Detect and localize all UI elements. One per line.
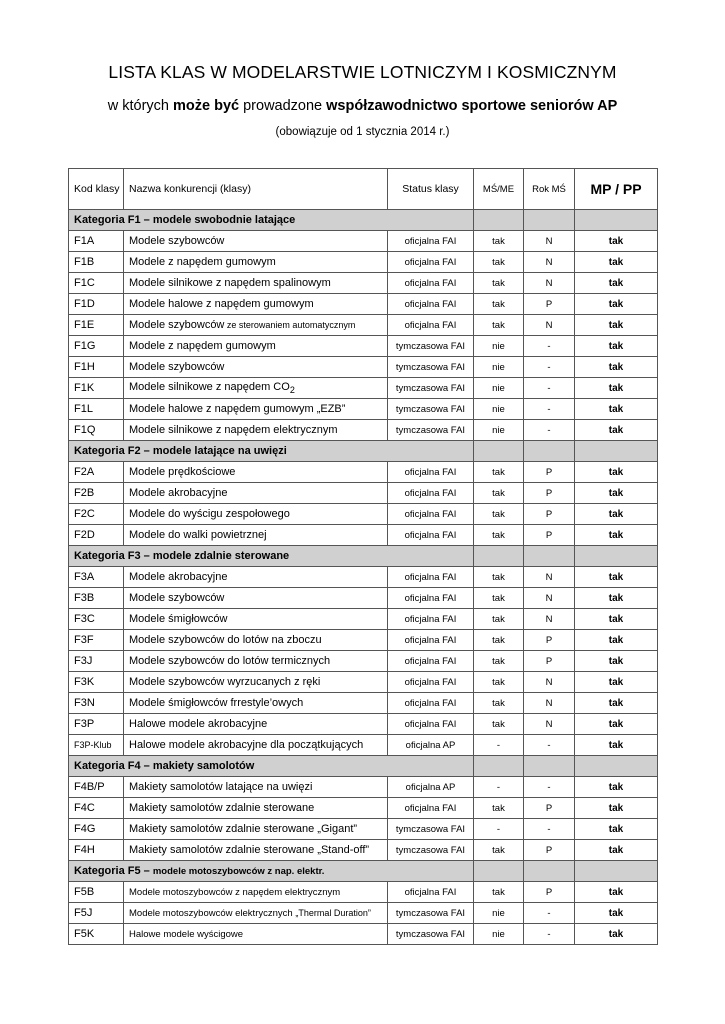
class-mp-pp: tak [575,252,658,273]
class-name [124,399,388,420]
class-code: F3C [69,609,124,630]
class-name [124,903,388,924]
header-status: Status klasy [388,169,474,210]
class-mp-pp: tak [575,357,658,378]
class-code: F1H [69,357,124,378]
class-mp-pp: tak [575,924,658,945]
table-row [69,315,658,336]
class-ms-me: nie [474,378,524,399]
category-empty-cell [524,441,575,462]
class-mp-pp: tak [575,399,658,420]
class-rok-ms: P [524,294,575,315]
class-ms-me: tak [474,651,524,672]
class-status: oficjalna FAI [388,714,474,735]
class-ms-me: tak [474,315,524,336]
class-ms-me: tak [474,483,524,504]
class-mp-pp: tak [575,882,658,903]
class-rok-ms: N [524,315,575,336]
table-row [69,567,658,588]
class-code: F3P-Klub [69,735,124,756]
class-mp-pp: tak [575,462,658,483]
class-name-text: Modele do wyścigu zespołowego [129,508,290,520]
class-mp-pp: tak [575,504,658,525]
class-status: oficjalna FAI [388,462,474,483]
class-name [124,336,388,357]
class-name [124,252,388,273]
class-name [124,231,388,252]
class-ms-me: tak [474,462,524,483]
class-name-note: „Thermal Duration” [295,907,371,918]
class-name-text: Modele akrobacyjne [129,571,228,583]
class-mp-pp: tak [575,315,658,336]
class-rok-ms: P [524,798,575,819]
class-name-text: Modele halowe z napędem gumowym „EZB” [129,403,346,415]
subtitle-bold: współzawodnictwo sportowe seniorów AP [326,98,618,114]
class-status: oficjalna FAI [388,231,474,252]
class-name-subscript: 2 [289,385,295,396]
class-rok-ms: P [524,651,575,672]
class-name [124,798,388,819]
class-name-text: Modele prędkościowe [129,466,236,478]
table-row [69,420,658,441]
category-title-text: Kategoria F3 – modele zdalnie sterowane [74,550,290,562]
class-status: oficjalna FAI [388,693,474,714]
class-name-text: Makiety samolotów zdalnie sterowane „Stand-off” [129,844,370,856]
class-code: F3P [69,714,124,735]
class-code: F1D [69,294,124,315]
table-row [69,609,658,630]
class-name-text: Modele akrobacyjne [129,487,228,499]
table-row [69,882,658,903]
table-row [69,651,658,672]
class-code: F4G [69,819,124,840]
class-rok-ms: N [524,567,575,588]
class-ms-me: tak [474,609,524,630]
class-status: oficjalna FAI [388,483,474,504]
category-title [69,546,474,567]
category-empty-cell [474,546,524,567]
class-rok-ms: N [524,672,575,693]
class-mp-pp: tak [575,609,658,630]
class-code: F1K [69,378,124,399]
class-rok-ms: - [524,777,575,798]
class-code: F1Q [69,420,124,441]
class-rok-ms: P [524,840,575,861]
class-status: oficjalna FAI [388,651,474,672]
class-code: F5B [69,882,124,903]
class-ms-me: tak [474,798,524,819]
class-mp-pp: tak [575,588,658,609]
class-ms-me: tak [474,231,524,252]
category-row [69,546,658,567]
category-empty-cell [474,210,524,231]
class-mp-pp: tak [575,525,658,546]
class-name [124,672,388,693]
class-code: F4B/P [69,777,124,798]
class-name-text: Modele motoszybowców z napędem elektrycznym [129,886,341,898]
table-row [69,294,658,315]
class-ms-me: - [474,777,524,798]
class-status: tymczasowa FAI [388,903,474,924]
category-empty-cell [474,441,524,462]
class-ms-me: nie [474,924,524,945]
header-code: Kod klasy [69,169,124,210]
class-name [124,819,388,840]
class-name [124,882,388,903]
class-code: F5K [69,924,124,945]
class-code: F2B [69,483,124,504]
class-mp-pp: tak [575,630,658,651]
category-empty-cell [524,210,575,231]
class-name [124,378,388,399]
class-status: tymczasowa FAI [388,840,474,861]
class-name [124,735,388,756]
category-title-text: Kategoria F1 – modele swobodnie latające [74,214,296,226]
header-name: Nazwa konkurencji (klasy) [124,169,388,210]
class-name [124,630,388,651]
class-name [124,525,388,546]
class-code: F1G [69,336,124,357]
class-name-text: Modele silnikowe z napędem CO [129,380,290,393]
class-ms-me: - [474,735,524,756]
class-mp-pp: tak [575,714,658,735]
class-name [124,693,388,714]
category-title-text: Kategoria F4 – makiety samolotów [74,760,255,772]
category-row [69,756,658,777]
table-row [69,336,658,357]
class-status: oficjalna FAI [388,252,474,273]
table-row [69,252,658,273]
table-row [69,483,658,504]
class-rok-ms: N [524,231,575,252]
class-rok-ms: P [524,483,575,504]
class-mp-pp: tak [575,483,658,504]
category-empty-cell [575,756,658,777]
class-ms-me: tak [474,252,524,273]
category-row [69,441,658,462]
table-row [69,378,658,399]
class-name [124,504,388,525]
table-row [69,231,658,252]
class-name [124,315,388,336]
class-name-text: Modele szybowców [129,319,225,331]
category-empty-cell [575,441,658,462]
class-code: F3F [69,630,124,651]
class-name-text: Modele śmigłowców frrestyle’owych [129,697,304,709]
category-title [69,756,474,777]
class-status: oficjalna FAI [388,525,474,546]
class-name-text: Makiety samolotów latające na uwięzi [129,781,313,793]
class-ms-me: tak [474,567,524,588]
class-name-text: Modele halowe z napędem gumowym [129,298,314,310]
class-code: F2D [69,525,124,546]
class-ms-me: tak [474,294,524,315]
class-status: tymczasowa FAI [388,336,474,357]
class-mp-pp: tak [575,273,658,294]
class-name-text: Modele szybowców do lotów termicznych [129,655,331,667]
class-ms-me: nie [474,903,524,924]
class-rok-ms: - [524,420,575,441]
class-status: oficjalna FAI [388,630,474,651]
class-name-text: Modele motoszybowców elektrycznych [129,907,296,919]
class-mp-pp: tak [575,777,658,798]
class-mp-pp: tak [575,231,658,252]
class-mp-pp: tak [575,903,658,924]
class-name [124,840,388,861]
class-name-text: Modele szybowców [129,235,225,247]
class-rok-ms: - [524,903,575,924]
page-subtitle [0,98,725,114]
class-status: oficjalna FAI [388,798,474,819]
class-mp-pp: tak [575,840,658,861]
class-status: tymczasowa FAI [388,357,474,378]
class-status: oficjalna FAI [388,567,474,588]
table-row [69,714,658,735]
header-ms-me: MŚ/ME [474,169,524,210]
class-ms-me: nie [474,336,524,357]
table-row [69,903,658,924]
class-ms-me: tak [474,630,524,651]
table-row [69,672,658,693]
class-name-text: Modele z napędem gumowym [129,340,276,352]
class-mp-pp: tak [575,672,658,693]
class-name [124,588,388,609]
class-code: F2C [69,504,124,525]
class-name-text: Modele śmigłowców [129,613,228,625]
class-name [124,714,388,735]
category-empty-cell [524,756,575,777]
table-row [69,735,658,756]
table-row [69,924,658,945]
category-empty-cell [575,861,658,882]
class-status: tymczasowa FAI [388,420,474,441]
class-mp-pp: tak [575,420,658,441]
class-name [124,483,388,504]
class-name-text: Makiety samolotów zdalnie sterowane „Gigant” [129,823,358,835]
class-ms-me: nie [474,420,524,441]
class-status: oficjalna FAI [388,504,474,525]
class-name-text: Modele z napędem gumowym [129,256,276,268]
class-mp-pp: tak [575,336,658,357]
class-rok-ms: P [524,525,575,546]
class-rok-ms: N [524,273,575,294]
class-rok-ms: P [524,504,575,525]
class-ms-me: tak [474,525,524,546]
table-row [69,273,658,294]
class-status: oficjalna FAI [388,294,474,315]
class-mp-pp: tak [575,693,658,714]
header-rok-ms: Rok MŚ [524,169,575,210]
class-table-body [69,169,658,945]
class-code: F1L [69,399,124,420]
class-code: F1B [69,252,124,273]
class-status: tymczasowa FAI [388,924,474,945]
class-name-note: ze sterowaniem automatycznym [224,320,356,330]
class-code: F1E [69,315,124,336]
class-ms-me: tak [474,672,524,693]
class-name-text: Modele do walki powietrznej [129,529,267,541]
class-name-text: Modele silnikowe z napędem elektrycznym [129,424,338,436]
class-name-text: Modele szybowców do lotów na zboczu [129,634,322,646]
class-status: tymczasowa FAI [388,399,474,420]
table-row [69,630,658,651]
class-code: F3B [69,588,124,609]
class-rok-ms: N [524,588,575,609]
class-ms-me: nie [474,357,524,378]
category-empty-cell [575,546,658,567]
class-mp-pp: tak [575,651,658,672]
class-ms-me: tak [474,840,524,861]
class-name [124,567,388,588]
class-rok-ms: - [524,399,575,420]
class-status: oficjalna FAI [388,588,474,609]
class-name-text: Halowe modele akrobacyjne [129,718,268,730]
table-row [69,777,658,798]
class-name [124,651,388,672]
category-row [69,210,658,231]
category-empty-cell [474,756,524,777]
class-code: F3N [69,693,124,714]
table-row [69,399,658,420]
class-rok-ms: - [524,378,575,399]
class-ms-me: tak [474,504,524,525]
class-status: tymczasowa FAI [388,378,474,399]
class-rok-ms: P [524,462,575,483]
class-rok-ms: - [524,336,575,357]
class-code: F4C [69,798,124,819]
category-title-small: modele motoszybowców z nap. elektr. [152,866,325,877]
category-title-text: Kategoria F2 – modele latające na uwięzi [74,445,287,457]
subtitle-bold: może być [173,98,240,114]
subtitle-part: prowadzone [239,98,327,114]
class-mp-pp: tak [575,567,658,588]
class-rok-ms: - [524,924,575,945]
class-name [124,777,388,798]
class-status: oficjalna FAI [388,882,474,903]
class-ms-me: nie [474,399,524,420]
class-rok-ms: - [524,819,575,840]
class-code: F1A [69,231,124,252]
class-name-text: Modele szybowców [129,361,225,373]
class-ms-me: tak [474,882,524,903]
table-row [69,357,658,378]
category-row [69,861,658,882]
class-name [124,609,388,630]
table-header-row [69,169,658,210]
class-name [124,294,388,315]
class-name [124,924,388,945]
class-name-text: Makiety samolotów zdalnie sterowane [129,802,315,814]
page-title: LISTA KLAS W MODELARSTWIE LOTNICZYM I KOSMICZNYM [108,62,617,82]
class-ms-me: tak [474,714,524,735]
table-row [69,525,658,546]
class-status: oficjalna AP [388,777,474,798]
class-name [124,357,388,378]
class-name [124,420,388,441]
category-title [69,861,474,882]
class-mp-pp: tak [575,294,658,315]
class-mp-pp: tak [575,378,658,399]
table-row [69,588,658,609]
class-rok-ms: - [524,735,575,756]
class-rok-ms: N [524,609,575,630]
class-name-text: Modele silnikowe z napędem spalinowym [129,277,331,289]
class-code: F2A [69,462,124,483]
class-rok-ms: - [524,357,575,378]
category-empty-cell [575,210,658,231]
class-name-text: Modele szybowców wyrzucanych z ręki [129,676,321,688]
table-row [69,819,658,840]
category-empty-cell [474,861,524,882]
class-ms-me: tak [474,588,524,609]
class-name-text: Halowe modele akrobacyjne dla początkujących [129,739,364,751]
subtitle-part: w których [107,98,173,114]
class-code: F4H [69,840,124,861]
class-rok-ms: P [524,630,575,651]
class-rok-ms: P [524,882,575,903]
table-row [69,840,658,861]
category-title-text: Kategoria F5 – [74,865,153,877]
class-table [68,168,658,945]
class-name-text: Halowe modele wyścigowe [129,928,244,940]
category-title [69,441,474,462]
category-empty-cell [524,546,575,567]
header-mp-pp: MP / PP [575,169,658,210]
class-rok-ms: N [524,252,575,273]
validity-note: (obowiązuje od 1 stycznia 2014 r.) [275,126,450,138]
class-rok-ms: N [524,693,575,714]
class-status: tymczasowa FAI [388,819,474,840]
table-row [69,693,658,714]
class-status: oficjalna FAI [388,315,474,336]
class-mp-pp: tak [575,819,658,840]
class-name [124,462,388,483]
class-rok-ms: N [524,714,575,735]
class-ms-me: tak [474,273,524,294]
class-status: oficjalna FAI [388,672,474,693]
class-ms-me: tak [474,693,524,714]
class-code: F3K [69,672,124,693]
class-code: F3A [69,567,124,588]
class-code: F5J [69,903,124,924]
class-name-text: Modele szybowców [129,592,225,604]
class-code: F1C [69,273,124,294]
table-row [69,462,658,483]
class-mp-pp: tak [575,735,658,756]
category-empty-cell [524,861,575,882]
class-ms-me: - [474,819,524,840]
class-status: oficjalna FAI [388,273,474,294]
class-name [124,273,388,294]
class-code: F3J [69,651,124,672]
table-row [69,504,658,525]
class-status: oficjalna FAI [388,609,474,630]
class-status: oficjalna AP [388,735,474,756]
category-title [69,210,474,231]
table-row [69,798,658,819]
class-mp-pp: tak [575,798,658,819]
